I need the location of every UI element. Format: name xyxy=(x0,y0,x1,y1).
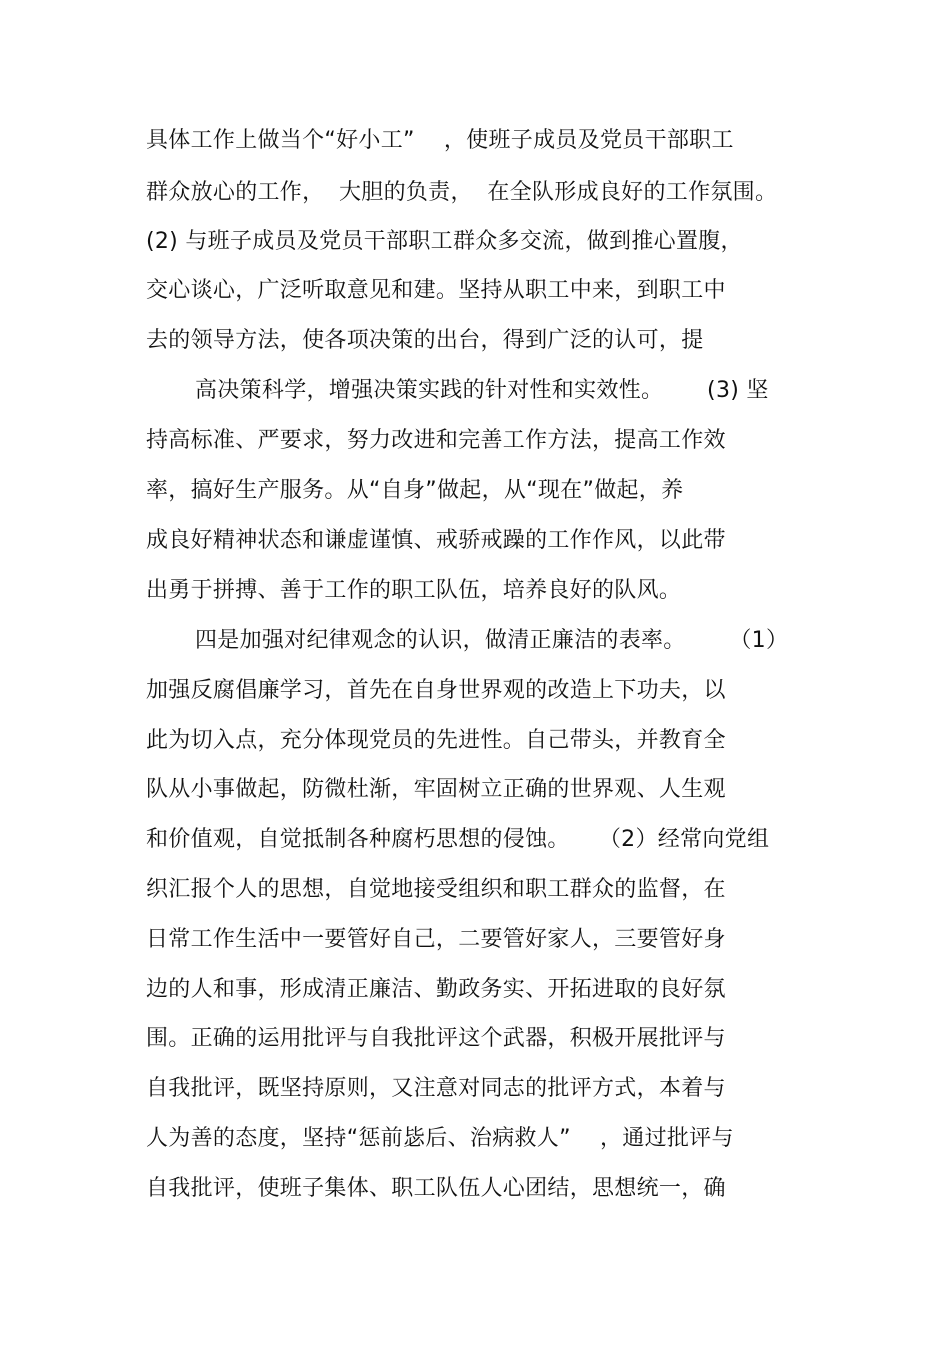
text-line: 自我批评，使班子集体、职工队伍人心团结，思想统一，确 xyxy=(146,1176,726,1201)
text-line: 日常工作生活中一要管好自己，二要管好家人，三要管好身 xyxy=(146,927,726,952)
text-line: (2) 与班子成员及党员干部职工群众多交流，做到推心置腹， xyxy=(146,229,743,254)
text-line: 成良好精神状态和谦虚谨慎、戒骄戒躁的工作作风，以此带 xyxy=(146,528,726,553)
text-line: 高决策科学，增强决策实践的针对性和实效性。 (3) 坚 xyxy=(195,378,769,403)
text-line: 群众放心的工作， 大胆的负责， 在全队形成良好的工作氛围。 xyxy=(146,180,778,205)
text-line: 和价值观，自觉抵制各种腐朽思想的侵蚀。 （2）经常向党组 xyxy=(146,827,770,852)
text-line: 持高标准、严要求，努力改进和完善工作方法，提高工作效 xyxy=(146,428,726,453)
text-line: 自我批评，既坚持原则，又注意对同志的批评方式，本着与 xyxy=(146,1076,726,1101)
text-line: 织汇报个人的思想，自觉地接受组织和职工群众的监督，在 xyxy=(146,877,726,902)
text-line: 四是加强对纪律观念的认识，做清正廉洁的表率。 （1） xyxy=(195,628,789,653)
text-line: 交心谈心，广泛听取意见和建。坚持从职工中来，到职工中 xyxy=(146,278,726,303)
text-line: 出勇于拼搏、善于工作的职工队伍，培养良好的队风。 xyxy=(146,578,682,603)
text-line: 人为善的态度，坚持“惩前毖后、治病救人” ，通过批评与 xyxy=(146,1126,734,1151)
text-line: 具体工作上做当个“好小工” ，使班子成员及党员干部职工 xyxy=(146,128,734,153)
text-line: 加强反腐倡廉学习，首先在自身世界观的改造上下功夫，以 xyxy=(146,678,726,703)
text-line: 围。正确的运用批评与自我批评这个武器，积极开展批评与 xyxy=(146,1026,726,1051)
text-line: 率，搞好生产服务。从“自身”做起，从“现在”做起，养 xyxy=(146,478,684,503)
text-line: 去的领导方法，使各项决策的出台，得到广泛的认可，提 xyxy=(146,328,704,353)
text-line: 边的人和事，形成清正廉洁、勤政务实、开拓进取的良好氛 xyxy=(146,977,726,1002)
text-line: 此为切入点，充分体现党员的先进性。自己带头，并教育全 xyxy=(146,728,726,753)
text-line: 队从小事做起，防微杜渐，牢固树立正确的世界观、人生观 xyxy=(146,777,726,802)
